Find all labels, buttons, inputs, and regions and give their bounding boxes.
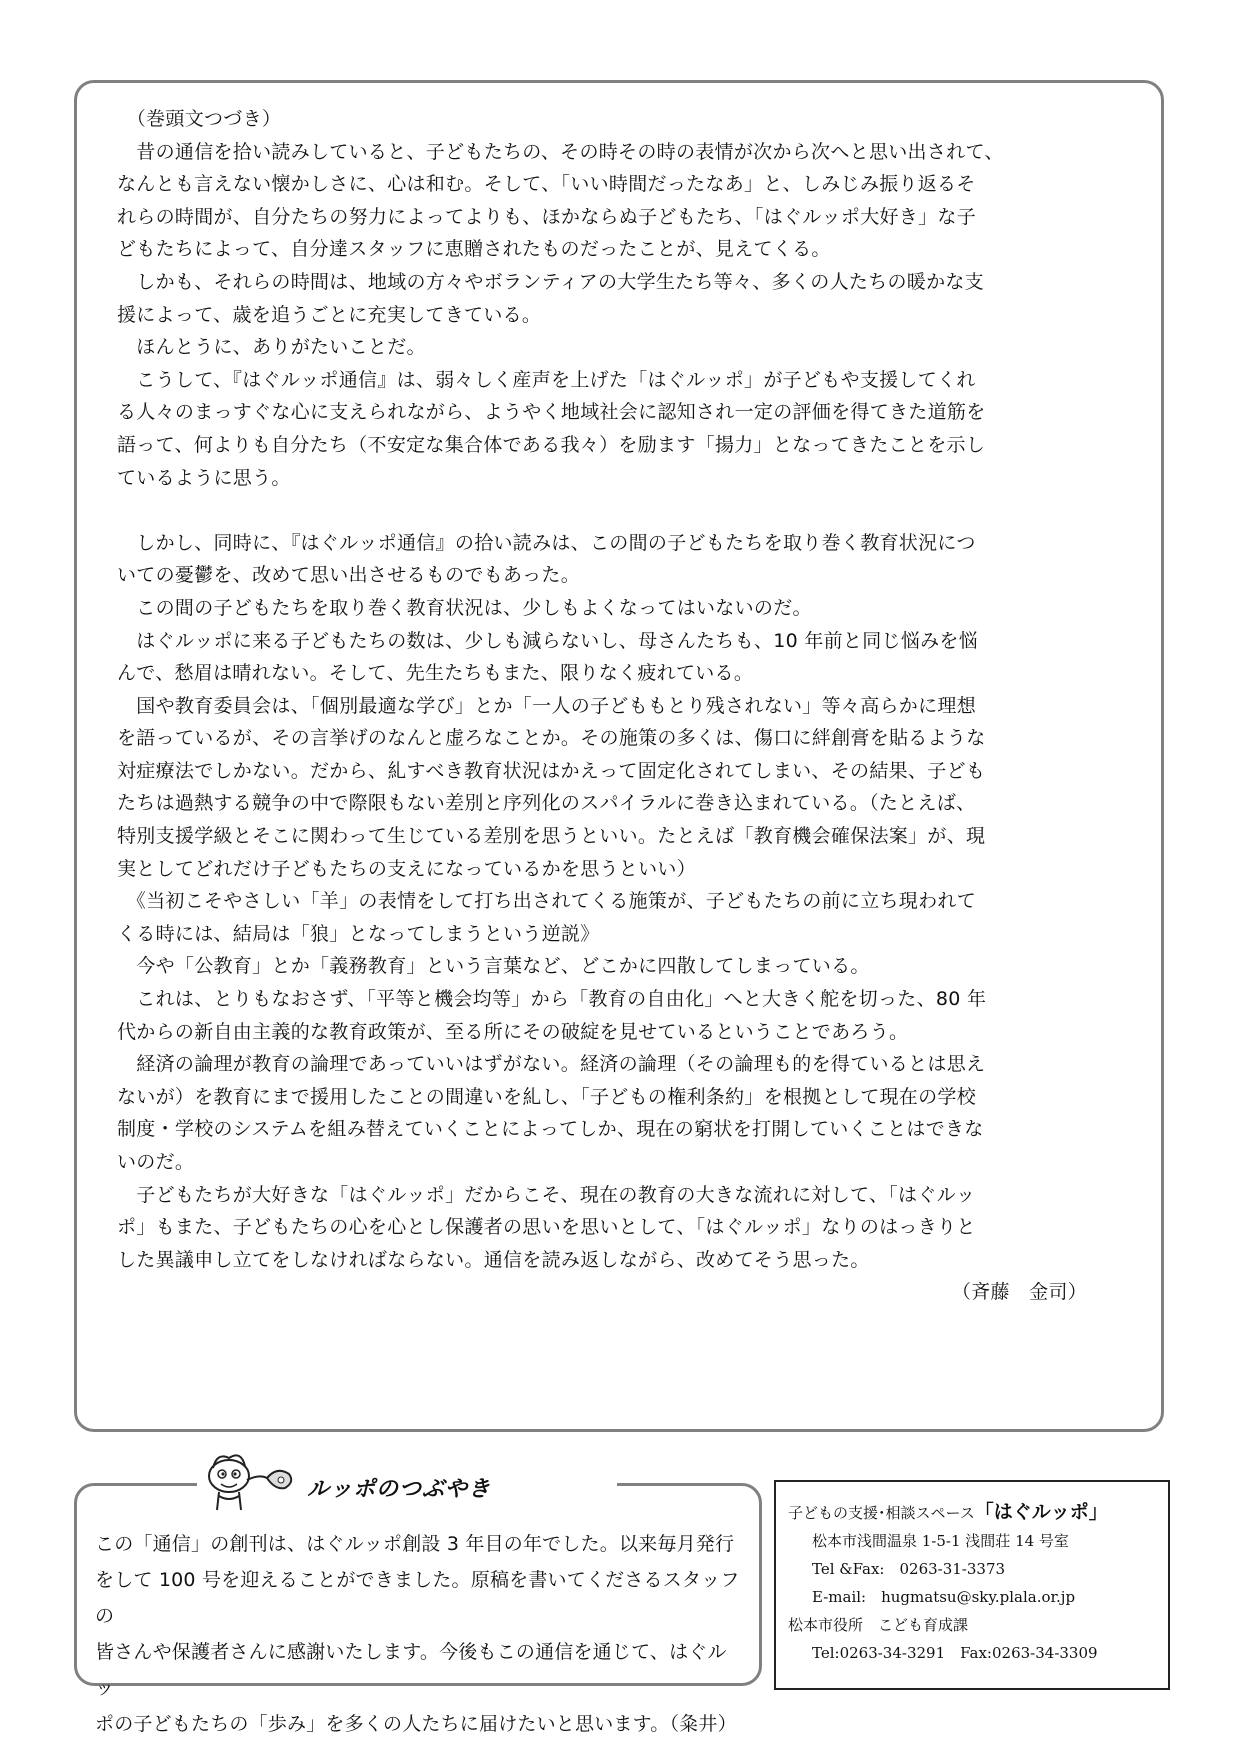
article-paragraph: 《当初こそやさしい「羊」の表情をして打ち出されてくる施策が、子どもたちの前に立ち現われて xyxy=(117,890,977,913)
tweet-line: をして 100 号を迎えることができました。原稿を書いてくださるスタッフの xyxy=(95,1569,740,1627)
article-paragraph: （巻頭文つづき） xyxy=(117,108,282,130)
article-paragraph: いのだ。 xyxy=(117,1151,195,1173)
article-paragraph: 経済の論理が教育の論理であっていいはずがない。経済の論理（その論理も的を得ているとは思え xyxy=(117,1053,986,1076)
article-paragraph: 制度・学校のシステムを組み替えていくことによってしか、現在の窮状を打開していくことはできな xyxy=(117,1118,984,1141)
article-paragraph: 今や「公教育」とか「義務教育」という言葉など、どこかに四散してしまっている。 xyxy=(117,955,870,978)
tweet-header xyxy=(197,1444,617,1514)
article-box xyxy=(74,80,1164,1432)
article-blank-line xyxy=(117,494,1127,527)
org-line xyxy=(788,1498,1160,1527)
address: 松本市浅間温泉 1-5-1 浅間荘 14 号室 xyxy=(812,1532,1069,1550)
article-paragraph: ているように思う。 xyxy=(117,466,291,489)
article-paragraph: この間の子どもたちを取り巻く教育状況は、少しもよくなってはいないのだ。 xyxy=(117,596,812,619)
article-signature: （斉藤 金司） xyxy=(951,1281,1087,1304)
tweet-title: ルッポのつぶやき xyxy=(307,1477,492,1502)
email: E-mail: hugmatsu@sky.plala.or.jp xyxy=(812,1588,1076,1606)
city-office-tel: Tel:0263-34-3291 Fax:0263-34-3309 xyxy=(812,1644,1098,1662)
article-paragraph: くる時には、結局は「狼」となってしまうという逆説》 xyxy=(117,922,600,945)
tweet-box xyxy=(74,1477,762,1735)
article-paragraph: しかし、同時に、『はぐルッポ通信』の拾い読みは、この間の子どもたちを取り巻く教育状況につ xyxy=(117,531,976,554)
city-office: 松本市役所 こども育成課 xyxy=(788,1616,969,1634)
article-paragraph: ポ」もまた、子どもたちの心を心とし保護者の思いを思いとして、「はぐルッポ」なりのはっきりと xyxy=(117,1216,976,1239)
article-paragraph: 実としてどれだけ子どもたちの支えになっているかを思うといい） xyxy=(117,857,697,880)
tweet-line: ポの子どもたちの「歩み」を多くの人たちに届けたいと思います。（粂井） xyxy=(95,1713,737,1735)
article-paragraph: を語っているが、その言挙げのなんと虚ろなことか。その施策の多くは、傷口に絆創膏を貼るような xyxy=(117,727,986,750)
article-paragraph: 援によって、歳を追うごとに充実してきている。 xyxy=(117,303,542,326)
article-paragraph: いての憂鬱を、改めて思い出させるものでもあった。 xyxy=(117,564,581,587)
article-paragraph: これは、とりもなおさず、「平等と機会均等」から「教育の自由化」へと大きく舵を切った、80 年 xyxy=(117,988,987,1011)
article-paragraph: しかも、それらの時間は、地域の方々やボランティアの大学生たち等々、多くの人たちの暖かな支 xyxy=(117,270,984,293)
article-body xyxy=(117,103,1127,1309)
article-paragraph: 昔の通信を拾い読みしていると、子どもたちの、その時その時の表情が次から次へと思い出されて、 xyxy=(117,140,1004,163)
article-paragraph: 子どもたちが大好きな「はぐルッポ」だからこそ、現在の教育の大きな流れに対して、「はぐルッ xyxy=(117,1183,976,1206)
tweet-line: 皆さんや保護者さんに感謝いたします。今後もこの通信を通じて、はぐルッ xyxy=(95,1641,727,1699)
tweet-line: この「通信」の創刊は、はぐルッポ創設 3 年目の年でした。以来毎月発行 xyxy=(95,1533,735,1555)
tweet-body xyxy=(95,1526,745,1742)
article-paragraph: 国や教育委員会は、「個別最適な学び」とか「一人の子どももとり残されない」等々高らかに理想 xyxy=(117,694,977,717)
article-paragraph: 対症療法でしかない。だから、糺すべき教育状況はかえって固定化されてしまい、その結果、子ども xyxy=(117,759,986,782)
telfax: Tel &Fax: 0263-31-3373 xyxy=(812,1560,1006,1578)
article-paragraph: 代からの新自由主義的な教育政策が、至る所にその破綻を見せているということであろう。 xyxy=(117,1020,909,1043)
article-paragraph: どもたちによって、自分達スタッフに恵贈されたものだったことが、見えてくる。 xyxy=(117,238,831,261)
mascot-icon xyxy=(197,1444,297,1514)
article-paragraph: 特別支援学級とそこに関わって生じている差別を思うといい。たとえば「教育機会確保法案」が、現 xyxy=(117,825,986,848)
article-paragraph: んで、愁眉は晴れない。そして、先生たちもまた、限りなく疲れている。 xyxy=(117,662,754,685)
article-paragraph: れらの時間が、自分たちの努力によってよりも、ほかならぬ子どもたち、「はぐルッポ大好き」な子 xyxy=(117,205,977,228)
article-paragraph: はぐルッポに来る子どもたちの数は、少しも減らないし、母さんたちも、10 年前と同じ悩みを悩 xyxy=(117,629,979,652)
article-paragraph: した異議申し立てをしなければならない。通信を読み返しながら、改めてそう思った。 xyxy=(117,1248,870,1271)
org-prefix: 子どもの支援･相談スペース xyxy=(788,1504,975,1522)
article-paragraph: る人々のまっすぐな心に支えられながら、ようやく地域社会に認知され一定の評価を得てきた道筋を xyxy=(117,401,986,424)
article-paragraph: ないが）を教育にまで援用したことの間違いを糺し、「子どもの権利条約」を根拠として現在の学校 xyxy=(117,1085,977,1108)
article-paragraph: こうして、『はぐルッポ通信』は、弱々しく産声を上げた「はぐルッポ」が子どもや支援してくれ xyxy=(117,368,976,391)
article-paragraph: ほんとうに、ありがたいことだ。 xyxy=(117,336,426,359)
article-paragraph: たちは過熱する競争の中で際限もない差別と序列化のスパイラルに巻き込まれている。（たとえば、 xyxy=(117,792,976,815)
org-name: 「はぐルッポ」 xyxy=(974,1501,1108,1523)
article-paragraph: 語って、何よりも自分たち（不安定な集合体である我々）を励ます「揚力」となってきたことを示し xyxy=(117,433,986,456)
contact-info xyxy=(788,1498,1160,1667)
contact-box xyxy=(774,1480,1170,1690)
article-paragraph: なんとも言えない懐かしさに、心は和む。そして、「いい時間だったなあ」と、しみじみ振り返るそ xyxy=(117,173,976,196)
